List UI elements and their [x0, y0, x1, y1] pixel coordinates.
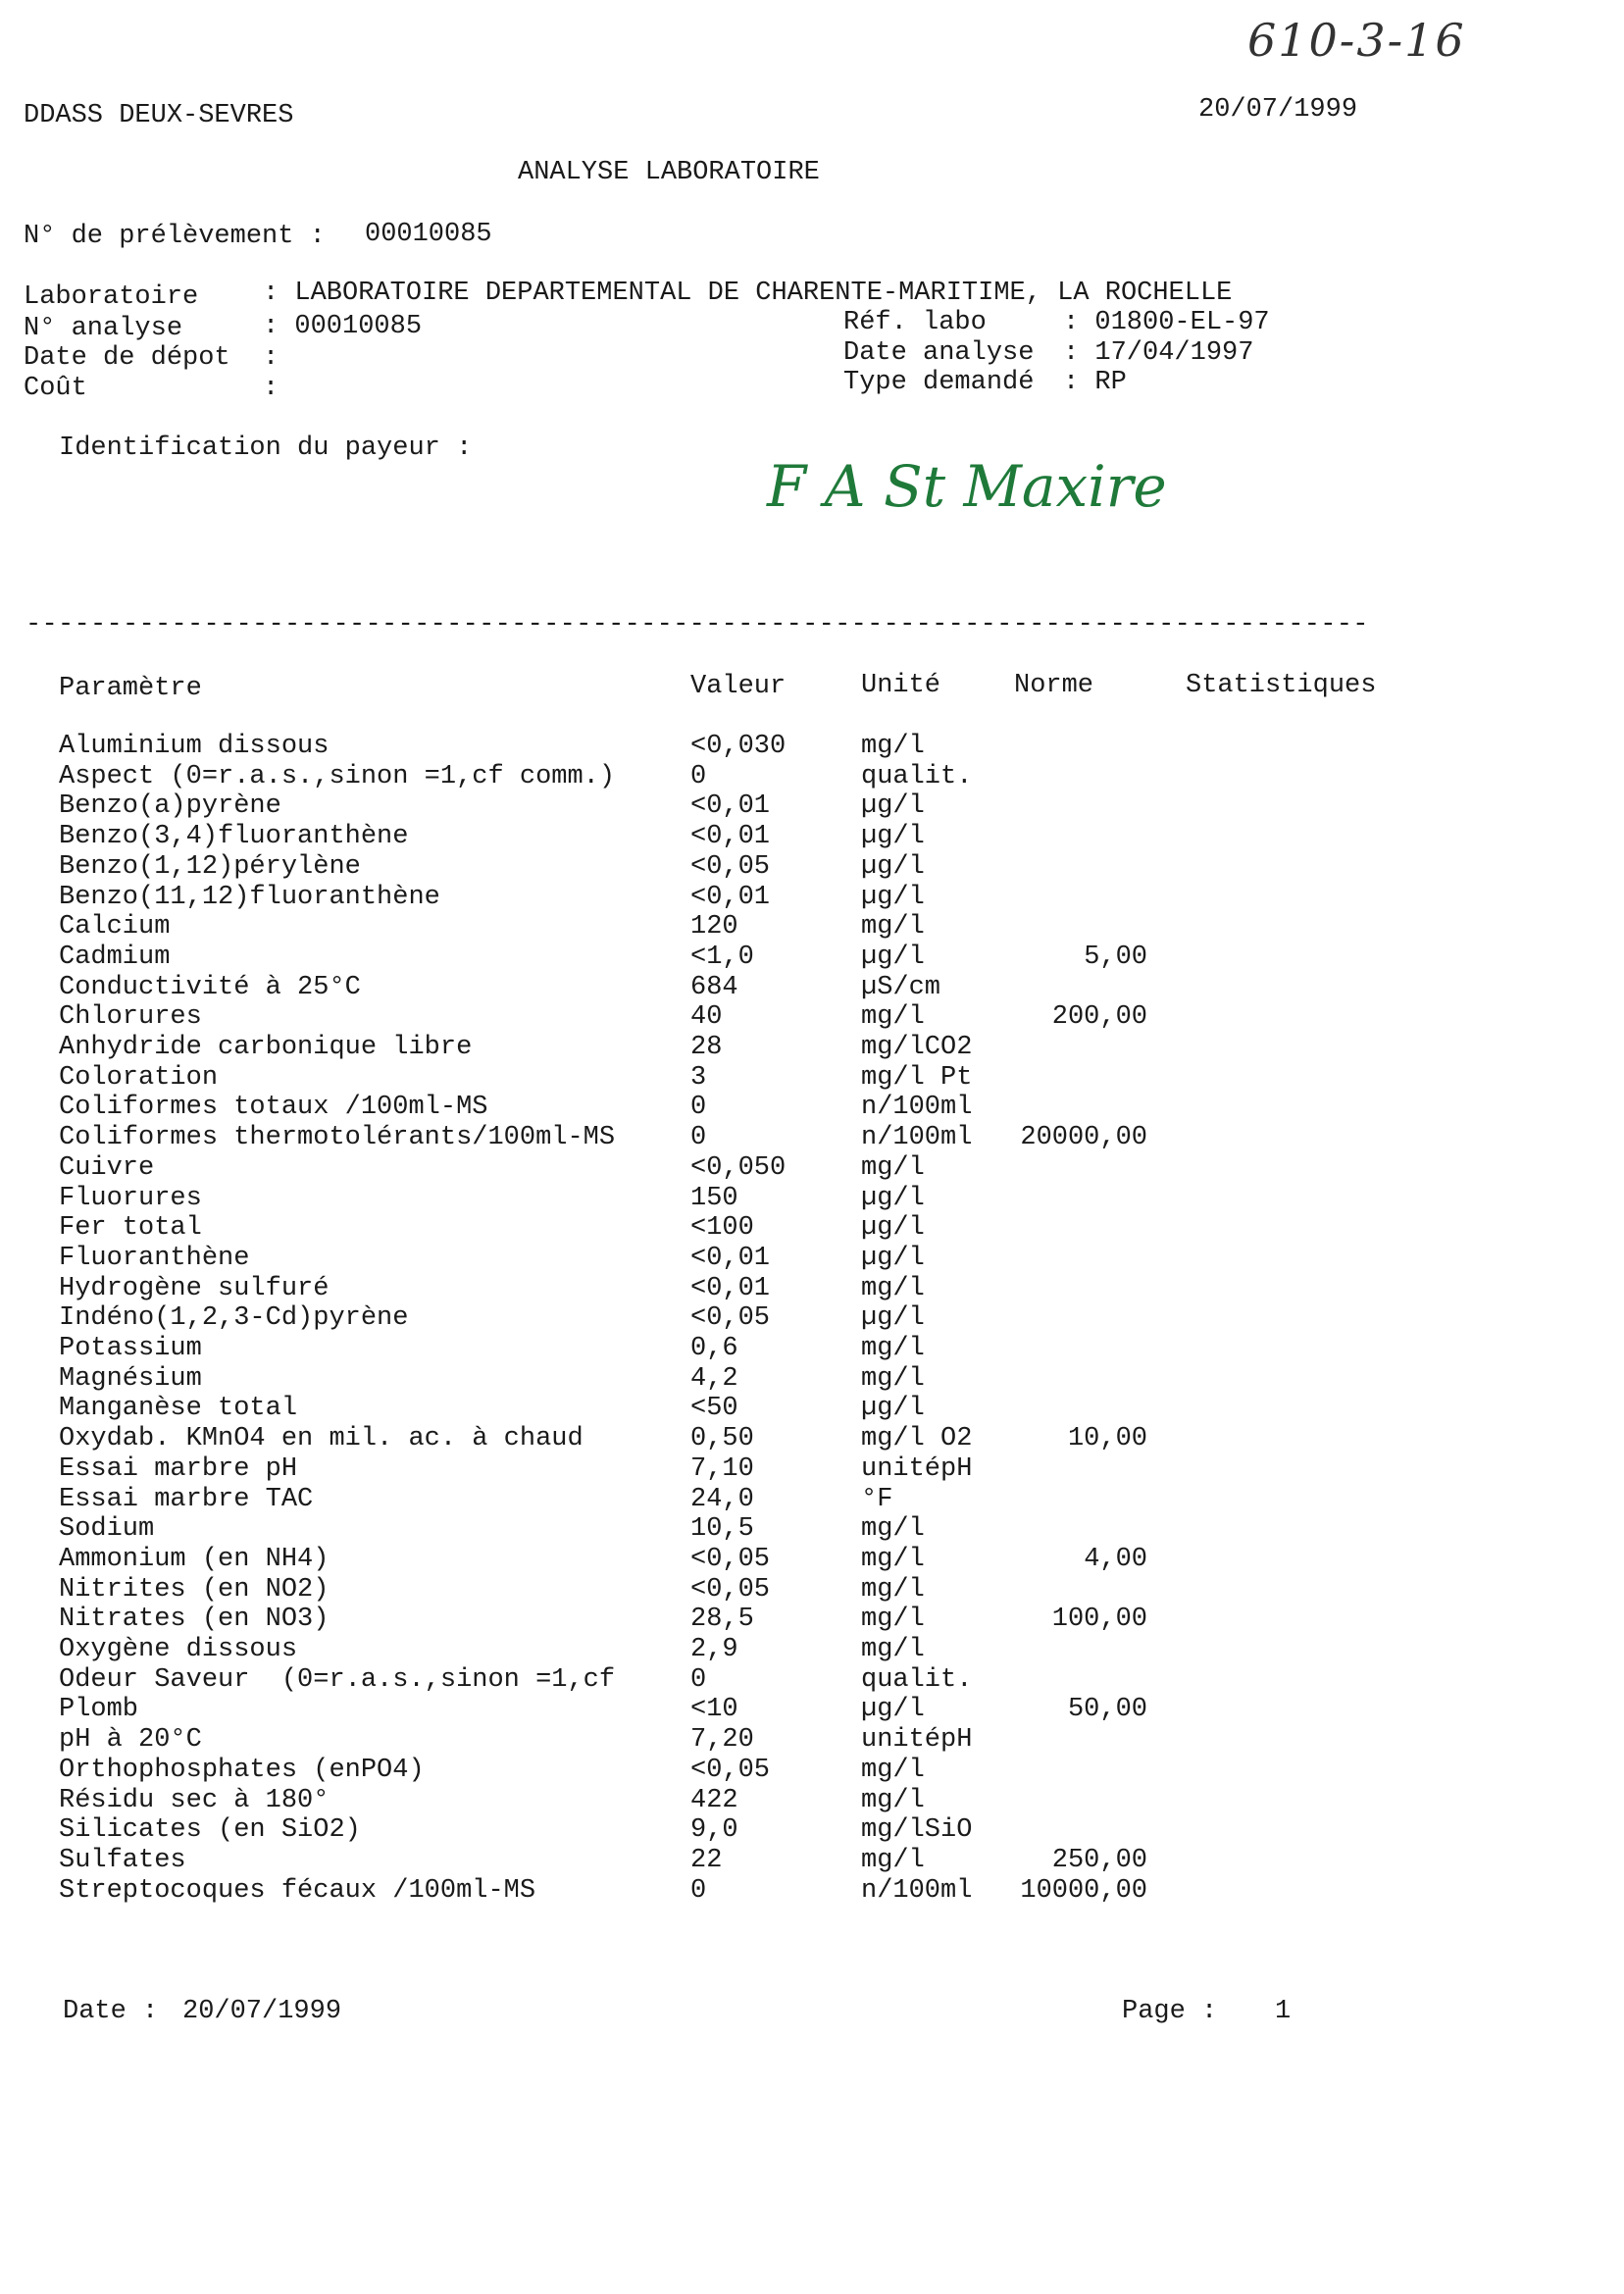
value-cell: <0,05	[690, 1574, 771, 1605]
unit-cell: °F	[861, 1484, 893, 1514]
parameter-cell: Chlorures	[59, 1002, 202, 1033]
unit-cell: mg/l	[861, 1845, 925, 1875]
unit-cell: µg/l	[861, 822, 925, 852]
footer-page-label: Page :	[1122, 1997, 1218, 2026]
parameter-cell: Orthophosphates (enPO4)	[59, 1755, 425, 1785]
parameter-cell: Conductivité à 25°C	[59, 972, 361, 1002]
unit-cell: unitépH	[861, 1725, 973, 1756]
value-cell: 2,9	[690, 1635, 738, 1664]
table-row	[59, 1364, 1334, 1394]
parameter-cell: Aluminium dissous	[59, 732, 330, 761]
value-cell: 9,0	[690, 1815, 738, 1846]
parameter-cell: Benzo(1,12)pérylène	[59, 851, 361, 882]
value-cell: 150	[690, 1183, 738, 1213]
parameter-cell: Essai marbre TAC	[59, 1484, 314, 1514]
norm-cell: 250,00	[1051, 1845, 1147, 1875]
value-cell: 28	[690, 1033, 723, 1062]
table-row	[59, 1213, 1334, 1243]
parameter-cell: Fluorures	[59, 1183, 202, 1213]
parameter-cell: Résidu sec à 180°	[59, 1785, 330, 1815]
table-row	[59, 1274, 1334, 1303]
value-cell: 7,20	[690, 1725, 754, 1756]
parameter-cell: Coliformes totaux /100ml-MS	[59, 1093, 488, 1123]
table-row	[59, 1123, 1334, 1152]
deposit-date-label: Date de dépot	[24, 343, 230, 373]
column-header-norm: Norme	[1014, 671, 1094, 700]
unit-cell: mg/l Pt	[861, 1062, 973, 1093]
unit-cell: mg/lSiO	[861, 1815, 973, 1846]
column-header-value: Valeur	[690, 672, 787, 701]
unit-cell: mg/l	[861, 1334, 925, 1363]
unit-cell: mg/l	[861, 1605, 925, 1635]
parameter-cell: Coliformes thermotolérants/100ml-MS	[59, 1123, 616, 1153]
value-cell: 4,2	[690, 1363, 738, 1394]
value-cell: <50	[690, 1394, 738, 1424]
footer-date-value: 20/07/1999	[182, 1997, 342, 2026]
unit-cell: n/100ml	[861, 1123, 973, 1153]
header-date: 20/07/1999	[1198, 95, 1358, 125]
table-row	[59, 732, 1334, 761]
unit-cell: µg/l	[861, 1303, 925, 1334]
norm-cell: 5,00	[1084, 942, 1147, 972]
table-row	[59, 1153, 1334, 1183]
unit-cell: µg/l	[861, 882, 925, 912]
value-cell: <10	[690, 1695, 738, 1725]
table-row	[59, 912, 1334, 942]
table-row	[59, 1545, 1334, 1574]
unit-cell: mg/l	[861, 1152, 925, 1183]
table-row	[59, 822, 1334, 851]
norm-cell: 200,00	[1051, 1002, 1147, 1033]
value-cell: 0,6	[690, 1334, 738, 1363]
unit-cell: µS/cm	[861, 972, 941, 1002]
table-row	[59, 1514, 1334, 1544]
parameter-cell: Silicates (en SiO2)	[59, 1815, 361, 1846]
value-cell: 10,5	[690, 1514, 754, 1545]
value-cell: 0	[690, 761, 707, 791]
value-cell: 3	[690, 1062, 707, 1093]
table-row	[59, 943, 1334, 972]
value-cell: 684	[690, 972, 738, 1002]
table-row	[59, 1575, 1334, 1605]
unit-cell: n/100ml	[861, 1875, 973, 1906]
table-row	[59, 1334, 1334, 1363]
value-cell: <0,05	[690, 1303, 771, 1334]
parameter-cell: Cuivre	[59, 1152, 155, 1183]
table-row	[59, 1424, 1334, 1453]
value-cell: <0,05	[690, 851, 771, 882]
unit-cell: µg/l	[861, 791, 925, 822]
value-cell: <0,01	[690, 791, 771, 822]
parameter-cell: Ammonium (en NH4)	[59, 1544, 330, 1574]
table-row	[59, 1815, 1334, 1845]
value-cell: <0,01	[690, 882, 771, 912]
parameter-cell: Aspect (0=r.a.s.,sinon =1,cf comm.)	[59, 761, 616, 791]
sample-number: 00010085	[365, 220, 492, 249]
value-cell: 0	[690, 1123, 707, 1153]
table-row	[59, 1605, 1334, 1634]
unit-cell: mg/l	[861, 1574, 925, 1605]
value-cell: <0,05	[690, 1755, 771, 1785]
lab-label: Laboratoire	[24, 282, 199, 312]
unit-cell: mg/l	[861, 1755, 925, 1785]
value-cell: 7,10	[690, 1453, 754, 1484]
footer-date-label: Date :	[63, 1997, 159, 2026]
value-cell: <0,05	[690, 1544, 771, 1574]
parameter-cell: Potassium	[59, 1334, 202, 1363]
table-row	[59, 852, 1334, 882]
table-row	[59, 762, 1334, 791]
value-cell: 24,0	[690, 1484, 754, 1514]
lab-reference-label: Réf. labo	[843, 308, 987, 337]
value-cell: 422	[690, 1785, 738, 1815]
table-row	[59, 1635, 1334, 1664]
value-cell: <0,01	[690, 822, 771, 852]
unit-cell: µg/l	[861, 1695, 925, 1725]
value-cell: 40	[690, 1002, 723, 1033]
unit-cell: mg/l	[861, 1785, 925, 1815]
parameter-cell: pH à 20°C	[59, 1725, 202, 1756]
value-cell: 0	[690, 1664, 707, 1695]
parameter-cell: Nitrites (en NO2)	[59, 1574, 330, 1605]
parameter-cell: Manganèse total	[59, 1394, 298, 1424]
analysis-date-value: : 17/04/1997	[1063, 338, 1254, 368]
table-row	[59, 1846, 1334, 1875]
payer-label: Identification du payeur :	[59, 433, 473, 463]
table-row	[59, 1725, 1334, 1755]
value-cell: <0,01	[690, 1273, 771, 1303]
unit-cell: mg/l	[861, 1514, 925, 1545]
table-row	[59, 1244, 1334, 1273]
parameter-cell: Benzo(a)pyrène	[59, 791, 281, 822]
lab-value: : LABORATOIRE DEPARTEMENTAL DE CHARENTE-MARITIME, LA ROCHELLE	[263, 279, 1233, 308]
handwritten-annotation: F A St Maxire	[767, 453, 1167, 520]
value-cell: <0,030	[690, 732, 787, 761]
analysis-number-label: N° analyse	[24, 314, 183, 343]
table-row	[59, 1786, 1334, 1815]
table-row	[59, 1093, 1334, 1122]
table-row	[59, 1002, 1334, 1032]
unit-cell: n/100ml	[861, 1093, 973, 1123]
sample-label: N° de prélèvement :	[24, 222, 326, 251]
parameter-cell: Sulfates	[59, 1845, 186, 1875]
parameter-cell: Sodium	[59, 1514, 155, 1545]
norm-cell: 10000,00	[1020, 1875, 1147, 1906]
unit-cell: µg/l	[861, 1394, 925, 1424]
table-row	[59, 1756, 1334, 1785]
unit-cell: mg/lCO2	[861, 1033, 973, 1062]
page-title: ANALYSE LABORATOIRE	[518, 158, 820, 187]
deposit-date-value: :	[263, 343, 279, 373]
unit-cell: mg/l	[861, 1363, 925, 1394]
unit-cell: µg/l	[861, 851, 925, 882]
column-header-unit: Unité	[861, 671, 941, 700]
table-row	[59, 1033, 1334, 1062]
parameter-cell: Benzo(11,12)fluoranthène	[59, 882, 440, 912]
column-header-statistics: Statistiques	[1186, 671, 1377, 700]
table-row	[59, 1184, 1334, 1213]
parameter-cell: Calcium	[59, 912, 171, 943]
value-cell: <100	[690, 1213, 754, 1244]
value-cell: 0	[690, 1093, 707, 1123]
table-row	[59, 1665, 1334, 1695]
request-type-value: : RP	[1063, 368, 1127, 397]
unit-cell: unitépH	[861, 1453, 973, 1484]
table-row	[59, 1485, 1334, 1514]
value-cell: <0,050	[690, 1152, 787, 1183]
handwritten-reference: 610-3-16	[1247, 14, 1466, 67]
parameter-cell: Plomb	[59, 1695, 139, 1725]
value-cell: 0,50	[690, 1424, 754, 1454]
analysis-number-value: : 00010085	[263, 312, 423, 341]
analysis-date-label: Date analyse	[843, 338, 1035, 368]
table-row	[59, 791, 1334, 821]
table-row	[59, 1303, 1334, 1333]
norm-cell: 50,00	[1067, 1695, 1147, 1725]
norm-cell: 20000,00	[1020, 1123, 1147, 1153]
parameter-cell: Essai marbre pH	[59, 1453, 298, 1484]
table-row	[59, 1695, 1334, 1724]
parameter-cell: Coloration	[59, 1062, 219, 1093]
parameter-cell: Oxydab. KMnO4 en mil. ac. à chaud	[59, 1424, 584, 1454]
unit-cell: µg/l	[861, 1243, 925, 1273]
footer-page-number: 1	[1275, 1997, 1292, 2026]
parameter-cell: Nitrates (en NO3)	[59, 1605, 330, 1635]
parameter-cell: Indéno(1,2,3-Cd)pyrène	[59, 1303, 409, 1334]
lab-reference-value: : 01800-EL-97	[1063, 308, 1270, 337]
parameter-cell: Anhydride carbonique libre	[59, 1033, 473, 1062]
results-table	[59, 732, 1334, 1909]
unit-cell: µg/l	[861, 1183, 925, 1213]
table-row	[59, 1394, 1334, 1423]
value-cell: 120	[690, 912, 738, 943]
unit-cell: mg/l	[861, 1544, 925, 1574]
unit-cell: mg/l O2	[861, 1424, 973, 1454]
parameter-cell: Cadmium	[59, 942, 171, 972]
unit-cell: qualit.	[861, 1664, 973, 1695]
value-cell: <0,01	[690, 1243, 771, 1273]
parameter-cell: Odeur Saveur (0=r.a.s.,sinon =1,cf	[59, 1664, 616, 1695]
table-row	[59, 1454, 1334, 1484]
unit-cell: mg/l	[861, 1273, 925, 1303]
unit-cell: qualit.	[861, 761, 973, 791]
parameter-cell: Fer total	[59, 1213, 202, 1244]
table-row	[59, 883, 1334, 912]
table-row	[59, 973, 1334, 1002]
parameter-cell: Oxygène dissous	[59, 1635, 298, 1664]
unit-cell: µg/l	[861, 1213, 925, 1244]
column-header-parameter: Paramètre	[59, 674, 202, 703]
parameter-cell: Benzo(3,4)fluoranthène	[59, 822, 409, 852]
value-cell: 28,5	[690, 1605, 754, 1635]
value-cell: 22	[690, 1845, 723, 1875]
norm-cell: 100,00	[1051, 1605, 1147, 1635]
request-type-label: Type demandé	[843, 368, 1035, 397]
organization-name: DDASS DEUX-SEVRES	[24, 101, 294, 130]
parameter-cell: Fluoranthène	[59, 1243, 250, 1273]
value-cell: 0	[690, 1875, 707, 1906]
parameter-cell: Streptocoques fécaux /100ml-MS	[59, 1875, 536, 1906]
cost-value: :	[263, 374, 279, 403]
parameter-cell: Hydrogène sulfuré	[59, 1273, 330, 1303]
norm-cell: 10,00	[1067, 1424, 1147, 1454]
value-cell: <1,0	[690, 942, 754, 972]
unit-cell: mg/l	[861, 732, 925, 761]
cost-label: Coût	[24, 374, 87, 403]
table-row	[59, 1876, 1334, 1906]
parameter-cell: Magnésium	[59, 1363, 202, 1394]
table-row	[59, 1063, 1334, 1093]
unit-cell: mg/l	[861, 912, 925, 943]
norm-cell: 4,00	[1084, 1544, 1147, 1574]
unit-cell: mg/l	[861, 1002, 925, 1033]
unit-cell: µg/l	[861, 942, 925, 972]
separator-line: -----------------------------------------------------------------------------------	[25, 610, 1369, 639]
unit-cell: mg/l	[861, 1635, 925, 1664]
